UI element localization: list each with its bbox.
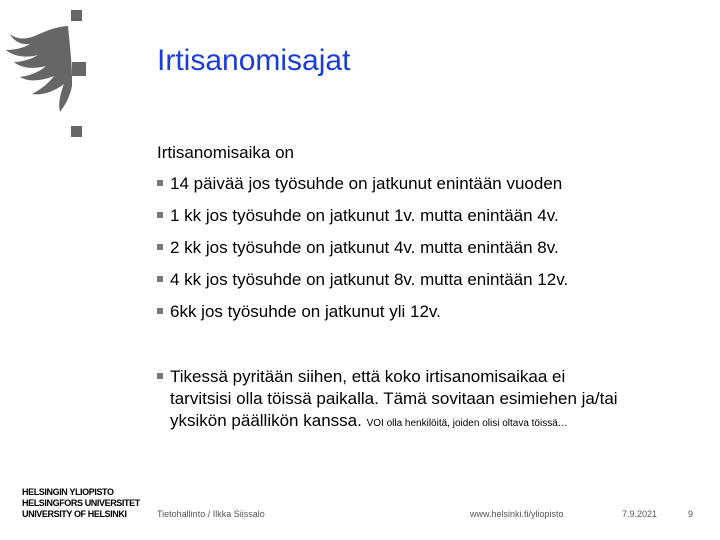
bullet-item [157,238,559,258]
footer-author: Tietohallinto / Ilkka Siissalo [157,509,265,519]
university-name-fi: HELSINGIN YLIOPISTO [22,487,114,497]
bullet-text: 4 kk jos työsuhde on jatkunut 8v. mutta enintään 12v. [170,270,569,289]
footer-date: 7.9.2021 [622,509,658,519]
bullet-text: 1 kk jos työsuhde on jatkunut 1v. mutta enintään 4v. [170,206,559,225]
note-line-3 [157,410,702,435]
university-name-en: UNIVERSITY OF HELSINKI [22,509,127,519]
slide-title: Irtisanomisajat [157,44,351,77]
footer-url: www.helsinki.fi/yliopisto [470,509,564,519]
bullet-item [157,174,562,194]
university-name-block [22,487,140,520]
note-line-2: tarvitsisi olla töissä paikalla. Tämä sovitaan esimiehen ja/tai [170,389,618,408]
bullet-marker-icon [157,180,163,186]
note-line-1 [157,366,702,388]
bullet-item [157,206,559,226]
bullet-text: 2 kk jos työsuhde on jatkunut 4v. mutta enintään 8v. [170,238,559,257]
intro-text: Irtisanomisaika on [157,143,295,162]
bullet-marker-icon [157,373,163,379]
note-line-3-text: yksikön päällikön kanssa. [170,411,362,430]
bullet-text: 14 päivää jos työsuhde on jatkunut enintään vuoden [170,174,563,193]
helsinki-university-flame-logo-icon [0,0,110,150]
bullet-marker-icon [157,308,163,314]
footer-page-number: 9 [688,509,694,519]
note-small-text: VOI olla henkilöitä, joiden olisi oltava töissä… [366,418,568,429]
bullet-text: 6kk jos työsuhde on jatkunut yli 12v. [170,302,441,321]
bullet-marker-icon [157,244,163,250]
bullet-marker-icon [157,212,163,218]
bullet-item [157,302,441,322]
university-name-sv: HELSINGFORS UNIVERSITET [22,498,140,508]
bullet-item [157,270,568,290]
bullet-marker-icon [157,276,163,282]
note-paragraph [157,366,702,435]
note-line-1-text: Tikessä pyritään siihen, että koko irtisanomisaikaa ei [170,367,566,386]
